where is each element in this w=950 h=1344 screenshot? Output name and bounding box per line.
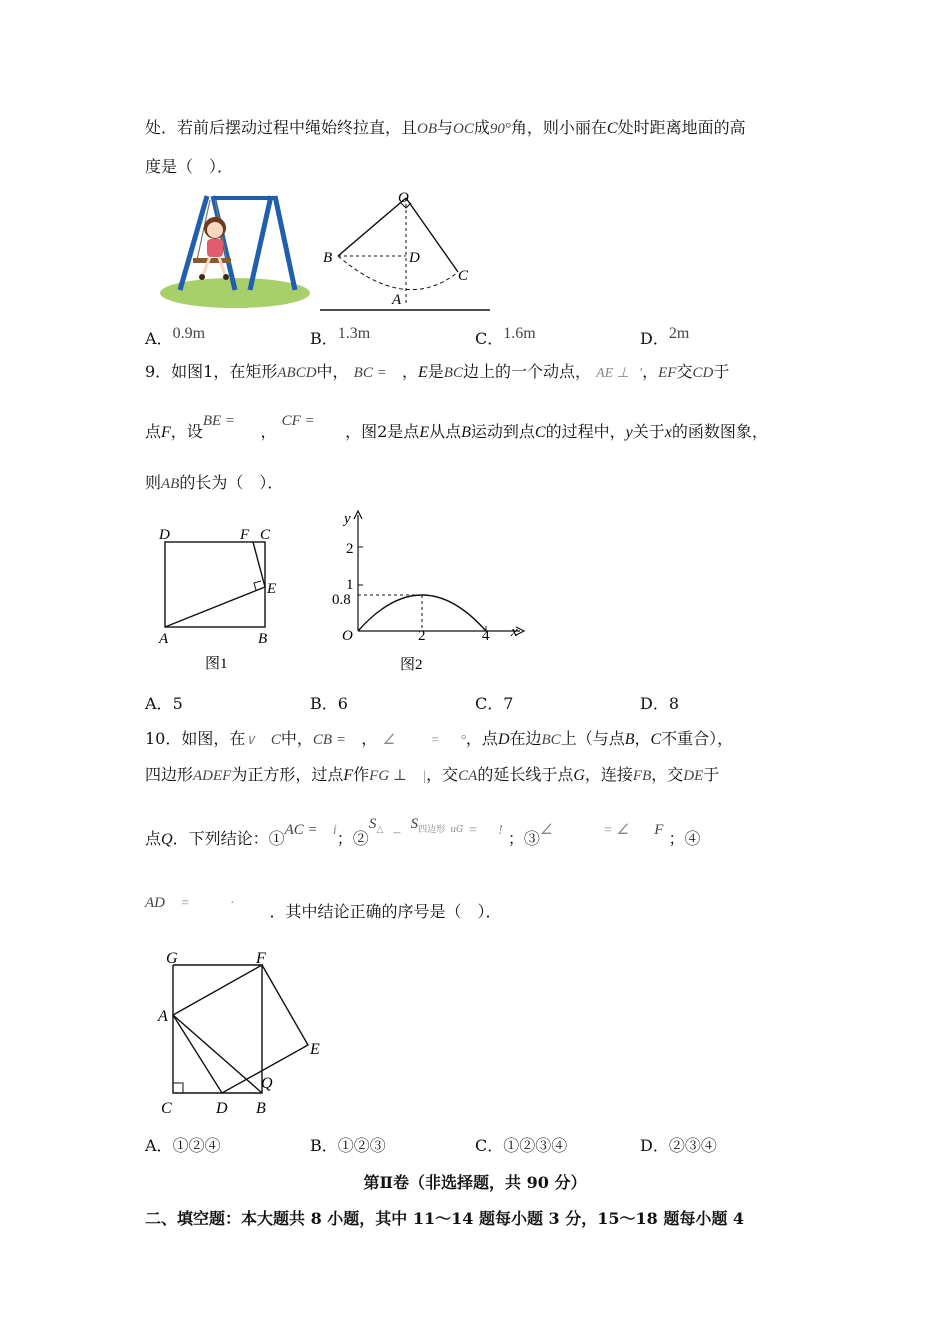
q9-figure1 [150,520,290,680]
q9-option-b[interactable]: B．6 [310,694,348,713]
svg-text:C: C [260,527,271,543]
q8-oc: OC [453,121,474,137]
label-E: E [310,1041,320,1058]
svg-text:图1: 图1 [205,656,228,672]
q9-line2: 点F，设BE = ， CF = ，图2是点E从点B运动到点C的过程中，y关于x的函数图象， [145,413,768,441]
q9-option-a[interactable]: A．5 [145,694,183,713]
section2-title: 第Ⅱ卷（非选择题，共 90 分） [363,1173,587,1192]
q9-line1: 9．如图1，在矩形ABCD中， BC = ，E是BC边上的一个动点， AE ⊥ ′，EF交CD于 [145,362,730,381]
q8-line1: 处．若前后摆动过程中绳始终拉直，且OB与OC成90°角，则小丽在C处时距离地面的高 [145,118,746,137]
label-B: B [323,250,333,266]
q8-angle: 90° [489,121,511,137]
q10-line4: AD = · ．其中结论正确的序号是（ ）． [145,895,502,921]
svg-text:2: 2 [346,541,354,557]
svg-text:O: O [342,628,353,644]
q10-option-c[interactable]: C．①②③④ [475,1136,568,1155]
svg-text:E: E [267,581,277,597]
svg-text:F: F [240,527,250,543]
q8-option-b[interactable]: B．1.3m [310,325,371,348]
q8-pendulum-figure [318,188,498,314]
q9-option-c[interactable]: C．7 [475,694,514,713]
label-G: G [166,950,178,967]
svg-text:1: 1 [346,577,354,593]
q8-option-a[interactable]: A．0.9m [145,325,206,348]
q10-option-a[interactable]: A．①②④ [145,1136,221,1155]
svg-text:0.8: 0.8 [332,592,351,608]
q10-figure [150,945,340,1120]
svg-text:2: 2 [418,628,426,644]
q8-ob: OB [417,121,438,137]
svg-text:y: y [344,511,351,527]
q9-figure2 [330,505,530,680]
label-F: F [256,950,266,967]
svg-text:B: B [258,631,268,647]
fill-in-header: 二、填空题：本大题共 8 小题，其中 11～14 题每小题 3 分，15～18 题每小题 4 [145,1209,745,1228]
svg-text:x: x [511,624,518,640]
svg-text:A: A [159,631,169,647]
q9-line3: 则AB的长为（ ）． [145,473,284,492]
swing-illustration [155,190,315,310]
label-A: A [158,1008,168,1025]
q10-option-b[interactable]: B．①②③ [310,1136,386,1155]
label-D: D [216,1100,228,1117]
label-O: O [398,190,409,206]
label-A: A [392,292,402,308]
q10-line1: 10．如图，在∨ C中，CB = ， ∠ = °，点D在边BC上（与点B，C不重合）， [145,729,734,748]
q10-line3: 点Q．下列结论：①AC = i；②S△ – $S^{四边形}$ $^{uG}$ = ! ；③∠ = ∠ F ；④ [145,816,701,848]
q9-option-d[interactable]: D．8 [640,694,680,713]
q8-line2: 度是（ ）． [145,157,234,176]
svg-text:D: D [159,527,170,543]
label-Q: Q [261,1075,273,1092]
label-C: C [458,268,469,284]
q8-option-c[interactable]: C．1.6m [475,325,536,348]
svg-text:4: 4 [482,628,490,644]
q8-option-d[interactable]: D．2m [640,325,690,348]
svg-text:图2: 图2 [400,657,423,673]
q10-line2: 四边形ADEF为正方形，过点F作FG ⊥ |，交CA的延长线于点G，连接FB，交DE于 [145,765,720,784]
label-D: D [409,250,420,266]
q10-option-d[interactable]: D．②③④ [640,1136,717,1155]
label-B: B [256,1100,266,1117]
label-C: C [161,1100,172,1117]
